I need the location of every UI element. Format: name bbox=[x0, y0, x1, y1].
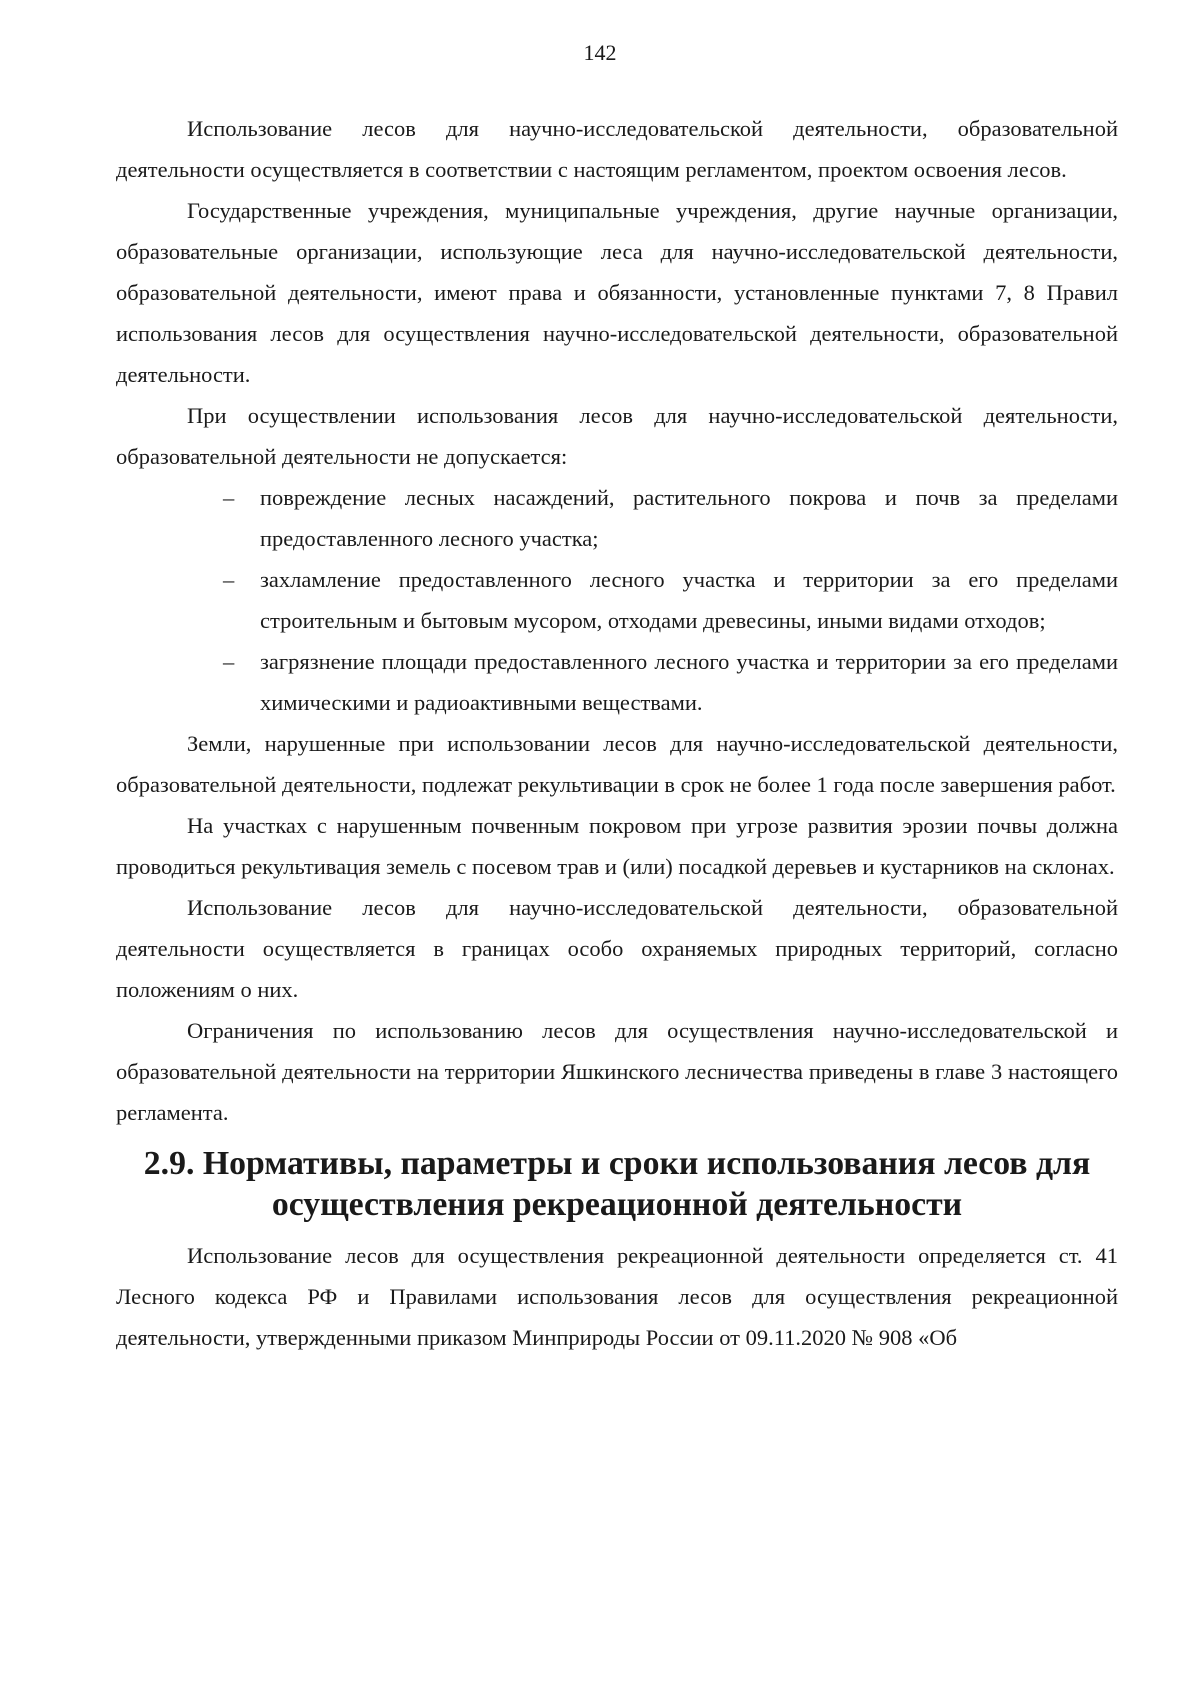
paragraph: Использование лесов для осуществления рекреационной деятельности определяется ст. 41 Лесного кодекса РФ и Правилами использования лесов для осуществления рекреационной деятельности, утвержденными приказом Минприроды России от 09.11.2020 № 908 «Об bbox=[116, 1243, 1118, 1350]
list-item-text: загрязнение площади предоставленного лесного участка и территории за его пределами химическими и радиоактивными веществами. bbox=[260, 649, 1118, 715]
section-heading: 2.9. Нормативы, параметры и сроки использования лесов для осуществления рекреационной деятельности bbox=[143, 1145, 1091, 1223]
prohibitions-list bbox=[116, 477, 1118, 723]
dash-bullet: – bbox=[223, 485, 235, 510]
paragraph: При осуществлении использования лесов для научно-исследовательской деятельности, образовательной деятельности не допускается: bbox=[116, 403, 1118, 469]
list-item bbox=[223, 559, 1118, 641]
document-body bbox=[116, 108, 1118, 1358]
list-item bbox=[223, 477, 1118, 559]
list-item-text: повреждение лесных насаждений, растительного покрова и почв за пределами предоставленного лесного участка; bbox=[260, 485, 1118, 551]
list-item bbox=[223, 641, 1118, 723]
paragraph: На участках с нарушенным почвенным покровом при угрозе развития эрозии почвы должна проводиться рекультивация земель с посевом трав и (или) посадкой деревьев и кустарников на склонах. bbox=[116, 813, 1118, 879]
list-item-text: захламление предоставленного лесного участка и территории за его пределами строительным и бытовым мусором, отходами древесины, иными видами отходов; bbox=[260, 567, 1118, 633]
page-number: 142 bbox=[583, 40, 617, 65]
paragraph: Ограничения по использованию лесов для осуществления научно-исследовательской и образовательной деятельности на территории Яшкинского лесничества приведены в главе 3 настоящего регламента. bbox=[116, 1018, 1118, 1125]
paragraph: Использование лесов для научно-исследовательской деятельности, образовательной деятельности осуществляется в соответствии с настоящим регламентом, проектом освоения лесов. bbox=[116, 116, 1118, 182]
paragraph: Государственные учреждения, муниципальные учреждения, другие научные организации, образовательные организации, использующие леса для научно-исследовательской деятельности, образовательной деятельности, имеют права и обязанности, установленные пунктами 7, 8 Правил использования лесов для осуществления научно-исследовательской деятельности, образовательной деятельности. bbox=[116, 198, 1118, 387]
dash-bullet: – bbox=[223, 649, 235, 674]
paragraph: Земли, нарушенные при использовании лесов для научно-исследовательской деятельности, образовательной деятельности, подлежат рекультивации в срок не более 1 года после завершения работ. bbox=[116, 731, 1118, 797]
paragraph: Использование лесов для научно-исследовательской деятельности, образовательной деятельности осуществляется в границах особо охраняемых природных территорий, согласно положениям о них. bbox=[116, 895, 1118, 1002]
dash-bullet: – bbox=[223, 567, 235, 592]
